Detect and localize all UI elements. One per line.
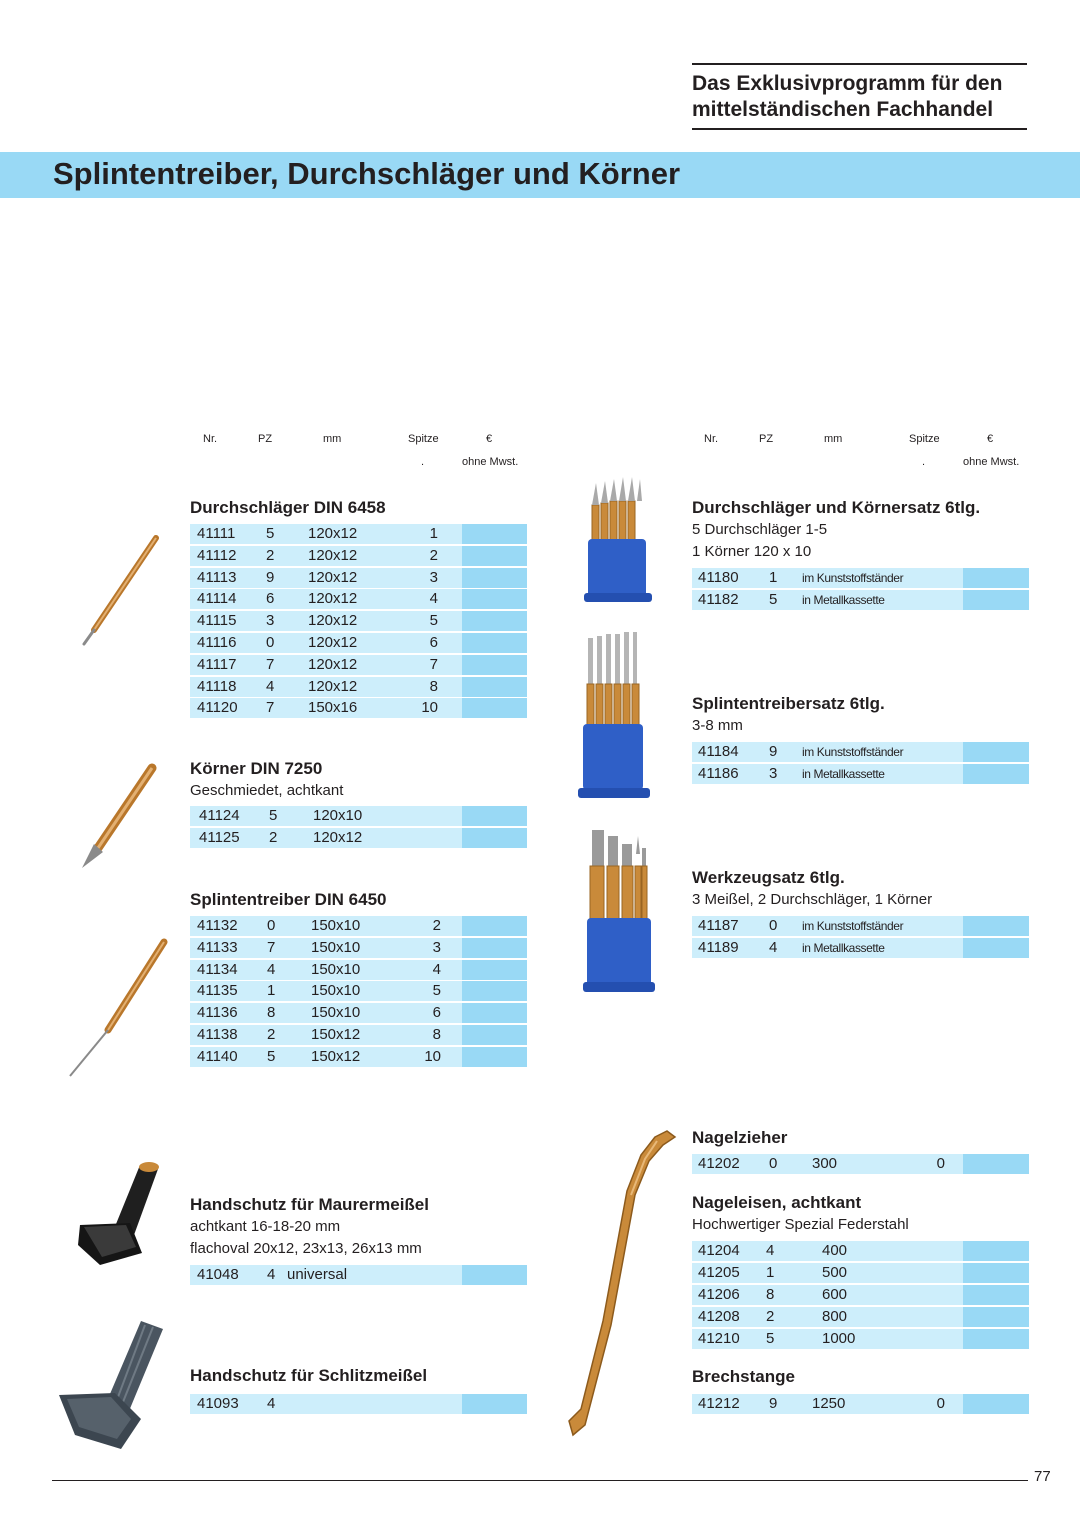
check-digit: 2 [266,546,275,564]
check-digit: 3 [266,612,275,630]
article-number: 41133 [197,938,238,956]
article-number: 41125 [199,828,240,846]
tip-size: 8 [429,677,438,695]
check-digit: 2 [269,828,278,846]
article-number: 41093 [197,1395,239,1412]
col-mm: mm [824,433,843,445]
table-row [190,546,527,566]
table-row [190,1047,527,1067]
pin-punch-image [72,530,172,650]
article-number: 41180 [698,569,739,586]
table-row [190,1025,527,1045]
table-row [692,1263,1029,1283]
packaging-desc: im Kunststoffständer [802,745,904,759]
size-mm: 150x10 [311,917,361,934]
price-cell [462,611,527,631]
check-digit: 0 [769,917,778,934]
table-row [692,1154,1029,1174]
article-number: 41205 [698,1264,740,1281]
table-row [190,1265,527,1285]
article-number: 41208 [698,1308,740,1325]
table-row [190,568,527,588]
page-title: Splintentreiber, Durchschläger und Körner [53,156,681,191]
section-sub1-nageleisen: Hochwertiger Spezial Federstahl [692,1216,909,1233]
size-mm: 150x10 [311,1004,361,1022]
price-cell [963,1241,1029,1261]
check-digit: 5 [266,525,275,542]
section-title-nageleisen: Nageleisen, achtkant [692,1193,862,1212]
article-number: 41189 [698,939,739,956]
tip-size: 3 [429,568,438,586]
article-number: 41114 [197,590,237,608]
size-mm: 120x12 [308,655,358,673]
check-digit: 0 [267,917,276,934]
table-row [692,742,1029,762]
article-number: 41135 [197,982,238,1000]
article-number: 41048 [197,1266,239,1283]
size-mm: universal [287,1266,348,1283]
article-number: 41132 [197,917,238,934]
size-mm: 500 [822,1264,848,1281]
page-number: 77 [1034,1468,1051,1485]
table-row [692,1329,1029,1349]
price-cell [963,764,1029,784]
drift-punch-set-stand-image [575,628,655,803]
size-mm: 300 [812,1155,838,1172]
footer-rule [52,1480,1028,1481]
article-number: 41118 [197,677,237,695]
price-cell [462,1003,527,1023]
price-cell [963,1285,1029,1305]
article-number: 41113 [197,568,237,586]
table-row [190,981,527,1001]
table-row [692,590,1029,610]
table-row [190,589,527,609]
check-digit: 5 [267,1047,276,1065]
section-title-werkzeug-satz: Werkzeugsatz 6tlg. [692,868,845,887]
table-row [190,698,527,718]
tip-size: 8 [432,1026,441,1043]
check-digit: 4 [769,939,778,956]
packaging-desc: im Kunststoffständer [802,919,904,933]
table-row [190,916,527,936]
table-row [190,806,527,826]
col-euro: € [987,433,994,445]
price-cell [462,655,527,675]
size-mm: 400 [822,1242,848,1259]
section-sub1-handschutz-maurer: achtkant 16-18-20 mm [190,1218,341,1235]
article-number: 41120 [197,699,238,717]
section-title-handschutz-schlitz: Handschutz für Schlitzmeißel [190,1366,428,1385]
size-mm: 120x12 [308,634,358,651]
price-cell [462,916,527,936]
table-row [190,655,527,675]
check-digit: 3 [769,765,778,782]
tip-size: 4 [432,960,441,978]
tip-size: 10 [421,699,438,717]
check-digit: 7 [266,655,275,673]
article-number: 41111 [197,525,236,542]
size-mm: 150x12 [311,1047,361,1065]
price-cell [462,568,527,588]
center-punch-image [70,760,170,875]
check-digit: 4 [267,1395,276,1412]
tip-size: 2 [432,917,441,934]
table-row [190,1003,527,1023]
check-digit: 0 [266,634,275,651]
section-sub1-durchschlaeger-satz: 5 Durchschläger 1-5 [692,521,828,538]
price-cell [462,828,527,848]
col-spitze: Spitze [909,433,940,445]
brand-line-1: Das Exklusivprogramm für den [692,72,1003,95]
table-row [692,1394,1029,1414]
table-row [692,1307,1029,1327]
price-cell [462,589,527,609]
section-title-splint-satz: Splintentreibersatz 6tlg. [692,694,885,713]
size-mm: 800 [822,1308,848,1325]
packaging-desc: im Kunststoffständer [802,571,904,585]
packaging-desc: in Metallkassette [802,767,885,781]
price-cell [462,546,527,566]
brand-tagline [692,71,1032,123]
table-row [190,611,527,631]
article-number: 41186 [698,765,739,782]
tip-size: 0 [936,1155,945,1172]
price-cell [462,1025,527,1045]
article-number: 41112 [197,546,237,564]
check-digit: 8 [267,1004,276,1022]
price-cell [462,1265,527,1285]
check-digit: 4 [267,1266,276,1283]
section-sub1-werkzeug-satz: 3 Meißel, 2 Durchschläger, 1 Körner [692,891,933,908]
tip-size: 1 [429,525,438,542]
check-digit: 5 [769,591,778,608]
check-digit: 4 [267,960,276,978]
check-digit: 8 [766,1286,775,1303]
drift-punch-image [60,932,175,1082]
price-cell [963,742,1029,762]
article-number: 41202 [698,1155,740,1172]
col-dot: . [922,456,926,468]
section-title-splintentreiber: Splintentreiber DIN 6450 [190,890,387,909]
col-ohne-mwst: ohne Mwst. [963,456,1020,468]
table-row [692,1241,1029,1261]
crowbar-image [555,1125,685,1445]
size-mm: 600 [822,1286,848,1303]
article-number: 41115 [197,612,237,630]
section-sub2-handschutz-maurer: flachoval 20x12, 23x13, 26x13 mm [190,1240,422,1257]
check-digit: 9 [266,568,275,586]
article-number: 41124 [199,807,240,824]
col-pz: PZ [759,433,774,445]
check-digit: 6 [266,590,275,608]
packaging-desc: in Metallkassette [802,941,885,955]
table-row [190,524,527,544]
check-digit: 1 [267,982,276,1000]
size-mm: 120x12 [308,525,358,542]
tip-size: 3 [432,938,441,956]
price-cell [462,938,527,958]
size-mm: 120x12 [308,568,358,586]
check-digit: 7 [266,699,275,717]
tip-size: 6 [429,634,438,651]
size-mm: 120x12 [308,677,358,695]
article-number: 41117 [197,655,237,673]
article-number: 41140 [197,1047,238,1065]
size-mm: 1250 [812,1395,846,1412]
section-title-durchschlaeger: Durchschläger DIN 6458 [190,498,386,517]
article-number: 41206 [698,1286,740,1303]
section-sub2-durchschlaeger-satz: 1 Körner 120 x 10 [692,543,812,560]
article-number: 41138 [197,1026,238,1043]
header-rule-top [692,63,1027,65]
size-mm: 1000 [822,1330,856,1347]
check-digit: 5 [269,807,278,824]
price-cell [462,960,527,980]
article-number: 41187 [698,917,739,934]
price-cell [963,568,1029,588]
check-digit: 9 [769,743,778,760]
price-cell [963,938,1029,958]
size-mm: 120x10 [313,807,363,824]
punch-set-stand-image [578,475,658,610]
price-cell [963,916,1029,936]
size-mm: 150x10 [311,938,361,956]
size-mm: 150x16 [308,699,358,717]
article-number: 41184 [698,743,739,760]
table-row [190,828,527,848]
table-row [692,916,1029,936]
tool-set-stand-image [578,826,660,996]
article-number: 41210 [698,1330,740,1347]
check-digit: 4 [766,1242,775,1259]
table-row [692,1285,1029,1305]
article-number: 41212 [698,1395,740,1412]
tip-size: 6 [432,1004,441,1022]
size-mm: 150x10 [311,960,361,978]
price-cell [462,1047,527,1067]
col-ohne-mwst: ohne Mwst. [462,456,519,468]
check-digit: 1 [766,1264,775,1281]
section-title-brechstange: Brechstange [692,1367,795,1386]
price-cell [462,698,527,718]
price-cell [462,1394,527,1414]
col-pz: PZ [258,433,273,445]
check-digit: 1 [769,569,778,586]
mason-hand-guard-image [70,1155,175,1270]
price-cell [462,677,527,697]
col-nr: Nr. [203,433,218,445]
article-number: 41134 [197,960,238,978]
size-mm: 120x12 [308,612,358,630]
size-mm: 150x12 [311,1026,361,1043]
check-digit: 2 [766,1308,775,1325]
size-mm: 120x12 [308,546,358,564]
price-cell [963,1307,1029,1327]
tip-size: 10 [424,1047,441,1065]
section-title-koerner: Körner DIN 7250 [190,759,323,778]
check-digit: 0 [769,1155,778,1172]
table-row [190,938,527,958]
price-cell [963,1263,1029,1283]
section-subtitle-koerner: Geschmiedet, achtkant [190,782,344,799]
table-row [190,677,527,697]
col-euro: € [486,433,493,445]
table-row [692,764,1029,784]
tip-size: 4 [429,590,438,608]
table-row [190,633,527,653]
price-cell [963,1329,1029,1349]
article-number: 41136 [197,1004,238,1022]
tip-size: 7 [429,655,438,673]
section-title-durchschlaeger-satz: Durchschläger und Körnersatz 6tlg. [692,498,981,517]
section-sub1-splint-satz: 3-8 mm [692,717,743,734]
tip-size: 5 [429,612,438,630]
table-row [190,1394,527,1414]
packaging-desc: in Metallkassette [802,593,885,607]
table-row [692,568,1029,588]
tip-size: 0 [936,1395,945,1412]
check-digit: 9 [769,1395,778,1412]
slot-chisel-hand-guard-image [55,1315,170,1455]
size-mm: 120x12 [313,828,363,846]
table-row [692,938,1029,958]
article-number: 41182 [698,591,739,608]
size-mm: 120x12 [308,590,358,608]
col-spitze: Spitze [408,433,439,445]
tip-size: 2 [429,546,438,564]
table-row [190,960,527,980]
size-mm: 150x10 [311,982,361,1000]
check-digit: 2 [267,1026,276,1043]
article-number: 41116 [197,634,237,651]
col-dot: . [421,456,425,468]
price-cell [963,1154,1029,1174]
price-cell [963,1394,1029,1414]
price-cell [462,806,527,826]
price-cell [462,633,527,653]
price-cell [462,524,527,544]
price-cell [462,981,527,1001]
header-rule-bottom [692,128,1027,130]
tip-size: 5 [432,982,441,1000]
check-digit: 7 [267,938,276,956]
section-title-handschutz-maurer: Handschutz für Maurermeißel [190,1195,429,1214]
section-title-nagelzieher: Nagelzieher [692,1128,788,1147]
col-nr: Nr. [704,433,719,445]
price-cell [963,590,1029,610]
check-digit: 5 [766,1330,775,1347]
brand-line-2: mittelständischen Fachhandel [692,98,994,121]
col-mm: mm [323,433,342,445]
check-digit: 4 [266,677,275,695]
article-number: 41204 [698,1242,740,1259]
